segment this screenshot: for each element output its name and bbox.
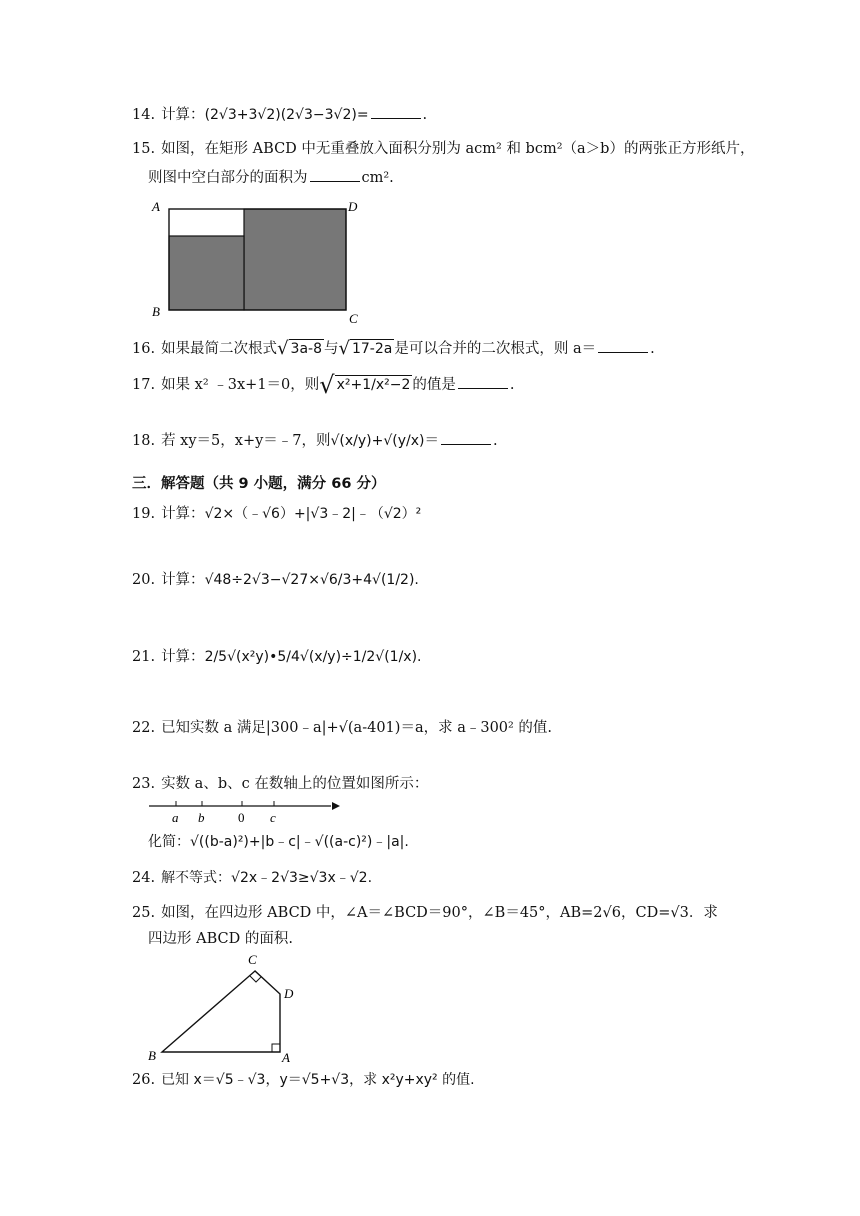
radical-2: √ 17-2a [338,338,393,359]
question-15 [132,139,754,159]
question-20 [132,570,419,590]
radicand: 17-2a [351,341,393,357]
question-text: 四边形 ABCD 的面积. [148,931,293,947]
right-angle-C [250,976,261,982]
label-B: B [152,304,160,319]
label-B: B [148,1048,156,1063]
question-number: 14. [132,107,156,123]
radical-1: √ 3a-8 [277,338,322,359]
question-label: 计算： [161,572,205,588]
question-label: 计算： [161,506,205,522]
math-expression: 2/5√(x²y)•5/4√(x/y)÷1/2√(1/x). [204,649,422,665]
label-A: A [282,1050,290,1065]
question-23 [132,774,428,794]
rectangle-figure [146,196,366,328]
question-number: 19. [132,506,156,522]
label-D: D [284,986,294,1001]
quadrilateral-figure [144,948,314,1066]
question-text: 如图，在矩形 ABCD 中无重叠放入面积分别为 acm² 和 bcm²（a＞b）的两张正方形纸片， [161,141,755,157]
question-14 [132,104,427,125]
question-text: 如果最简二次根式 [161,341,278,357]
question-26 [132,1070,475,1090]
question-text: 与 [324,341,339,357]
question-text: 解不等式：√2x﹣2√3≥√3x﹣√2. [161,870,373,886]
answer-blank [458,374,508,389]
answer-blank [598,338,648,353]
question-number: 22. [132,720,156,736]
period: . [509,377,515,393]
right-angle-A [272,1044,280,1052]
small-square [169,236,244,310]
question-text: 已知 x＝√5﹣√3，y＝√5+√3，求 x²y+xy² 的值. [161,1072,475,1088]
answer-blank [441,430,491,445]
math-expression: √48÷2√3−√27×√6/3+4√(1/2). [204,572,419,588]
arrow-icon [332,802,340,810]
quadrilateral-ABCD [162,971,280,1052]
large-square [244,209,346,310]
math-expression: √2×（﹣√6）+|√3﹣2|﹣（√2）² [204,506,422,522]
radicand: 3a-8 [290,341,322,357]
question-24 [132,868,372,888]
question-number: 15. [132,141,156,157]
question-text: 实数 a、b、c 在数轴上的位置如图所示： [161,776,429,792]
question-text: 则图中空白部分的面积为 [148,170,308,186]
question-number: 16. [132,341,156,357]
question-label: 计算： [161,649,205,665]
radicand: x²+1/x²−2 [336,377,411,393]
axis-label-a: a [172,810,179,825]
answer-blank [310,167,360,182]
math-expression: (2√3+3√2)(2√3−3√2)= [204,107,369,123]
question-number: 17. [132,377,156,393]
question-number: 24. [132,870,156,886]
question-text: 已知实数 a 满足|300﹣a|+√(a-401)＝a，求 a﹣300² 的值. [161,720,553,736]
number-line [146,796,346,826]
axis-label-c: c [270,810,276,825]
question-text: 如图，在四边形 ABCD 中，∠A＝∠BCD＝90°，∠B＝45°，AB=2√6，CD=√3．求 [161,905,718,921]
question-label: 计算： [161,107,205,123]
period: . [493,433,498,449]
math-expression: 化简：√((b-a)²)+|b﹣c|﹣√((a-c)²)﹣|a|. [148,834,409,850]
label-D: D [348,199,358,214]
question-number: 26. [132,1072,156,1088]
question-text: ＝ [424,433,440,449]
question-16 [132,338,655,359]
question-text: 若 xy＝5，x+y＝﹣7，则 [161,433,331,449]
question-22 [132,718,552,738]
question-25-line2 [148,929,293,949]
question-number: 21. [132,649,156,665]
axis-label-0: 0 [238,810,245,825]
axis-label-b: b [198,810,205,825]
math-expression: √(x/y)+√(y/x) [330,433,425,449]
question-number: 18. [132,433,156,449]
answer-blank [371,104,421,119]
label-C: C [349,311,358,326]
question-21 [132,647,422,667]
label-A: A [152,199,160,214]
radical: √ x²+1/x²−2 [319,371,411,399]
question-text: 是可以合并的二次根式，则 a＝ [394,341,597,357]
question-number: 25. [132,905,156,921]
question-text: 如果 x² ﹣3x+1＝0，则 [161,377,320,393]
question-number: 20. [132,572,156,588]
section-heading: 三．解答题（共 9 小题，满分 66 分） [132,476,386,492]
question-15-line2 [148,167,394,188]
question-19 [132,504,421,524]
question-23-simplify [148,832,409,852]
label-C: C [248,952,257,967]
question-number: 23. [132,776,156,792]
question-18 [132,430,498,451]
period: . [650,341,655,357]
question-17 [132,371,515,399]
unit-text: cm². [361,170,394,186]
period: . [422,107,428,123]
question-25 [132,903,718,923]
question-text: 的值是 [412,377,456,393]
